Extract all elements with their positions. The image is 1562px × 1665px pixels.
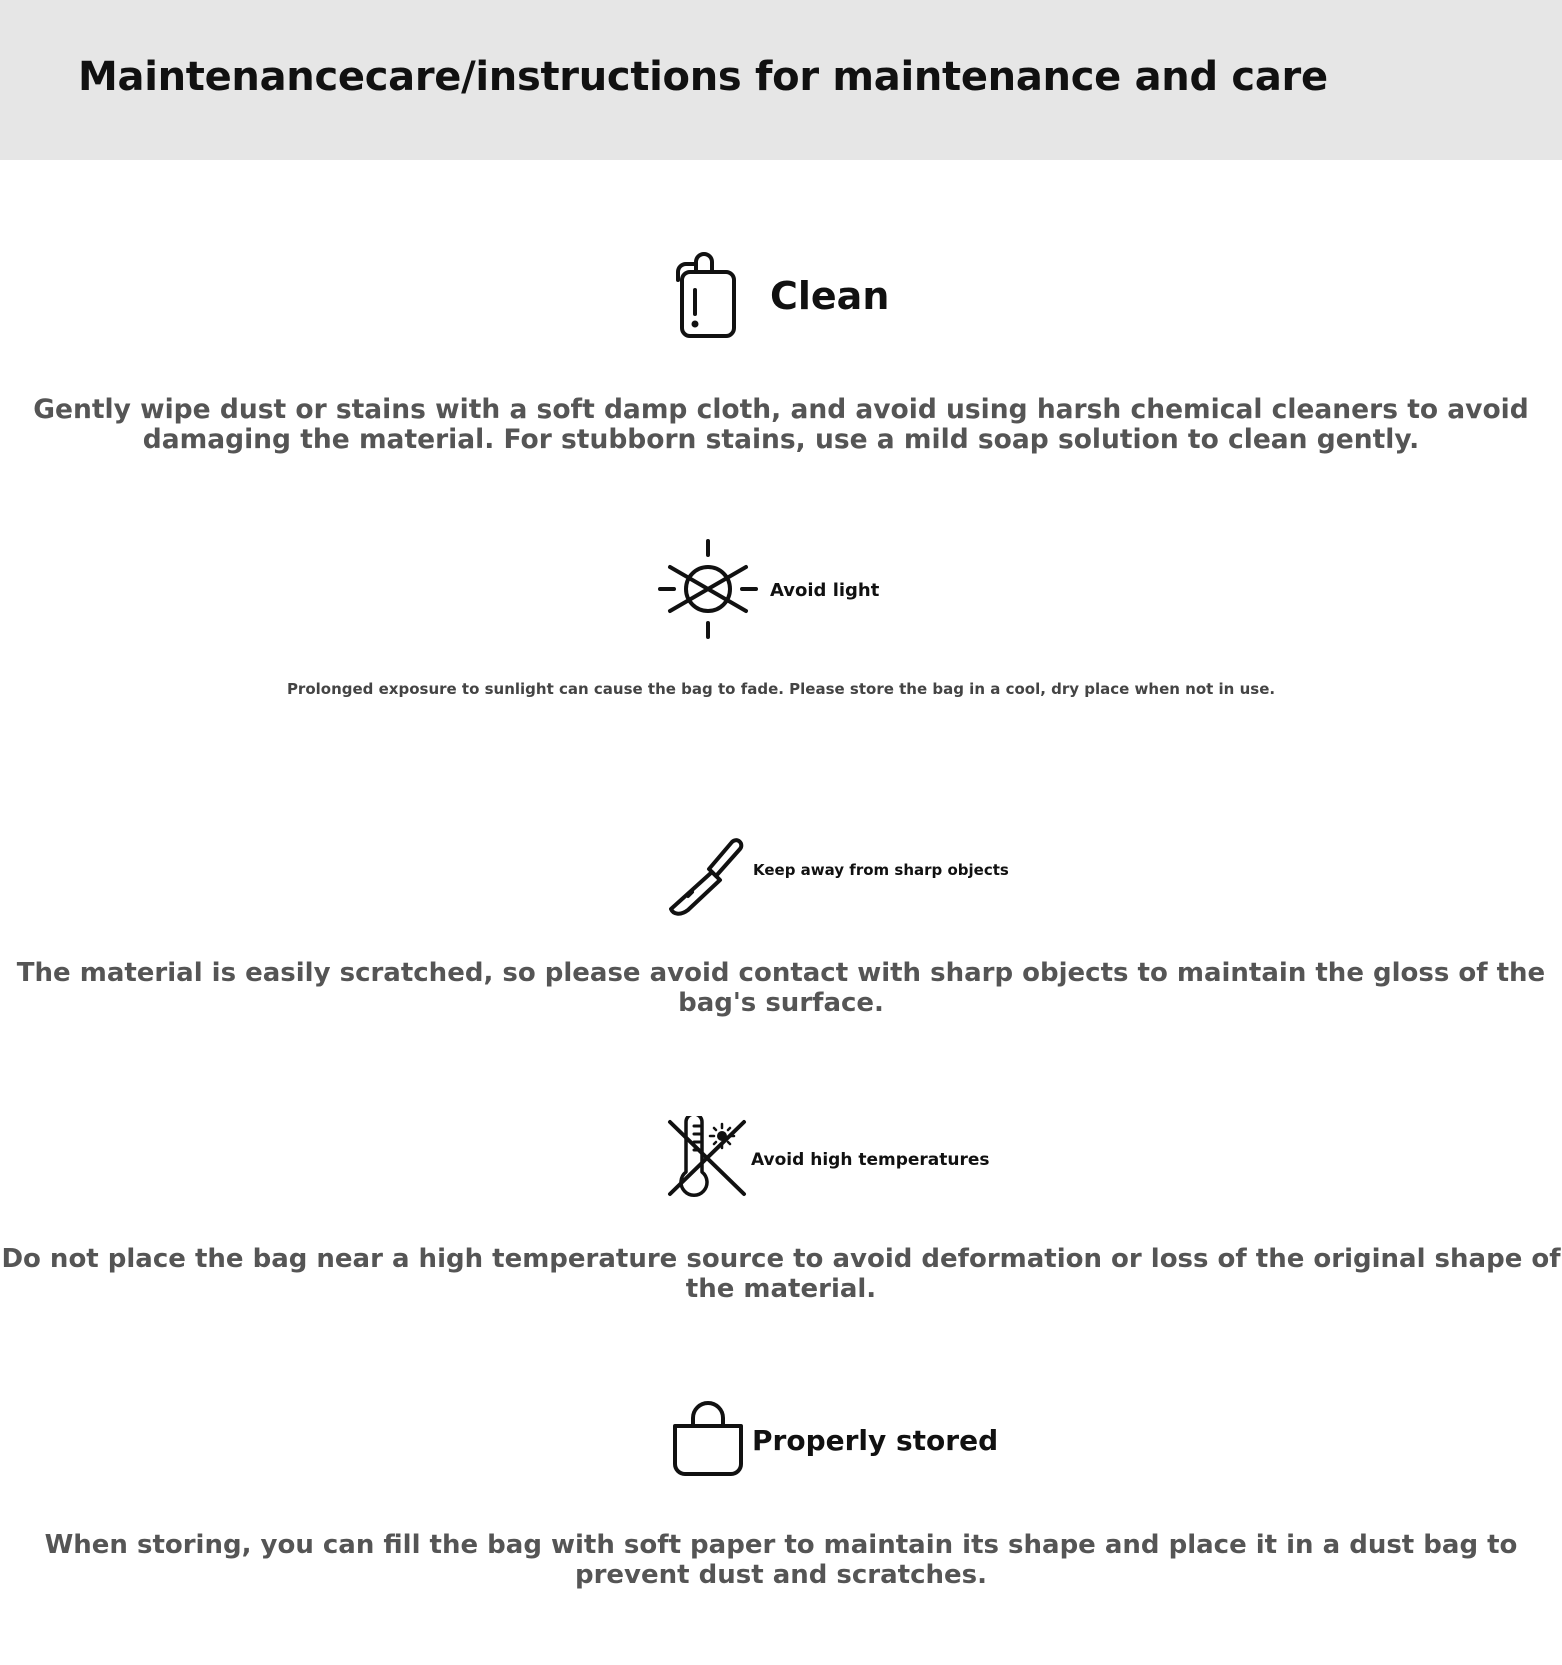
section-label-avoid-light: Avoid light	[770, 580, 880, 601]
page-title: Maintenancecare/instructions for maintenance and care	[78, 54, 1328, 100]
section-text-high-temperatures: Do not place the bag near a high temperature source to avoid deformation or loss of the original shape of the material.	[1, 1244, 1561, 1304]
header-banner	[0, 0, 1562, 160]
knife-icon	[668, 836, 750, 918]
no-sunlight-icon	[656, 537, 760, 641]
section-label-clean: Clean	[770, 274, 890, 318]
handbag-icon	[671, 1400, 745, 1478]
section-text-avoid-light: Prolonged exposure to sunlight can cause the bag to fade. Please store the bag in a cool, dry place when not in use.	[286, 680, 1276, 698]
section-text-properly-stored: When storing, you can fill the bag with soft paper to maintain its shape and place it in a dust bag to prevent dust and scratches.	[44, 1530, 1518, 1590]
section-label-sharp-objects: Keep away from sharp objects	[753, 861, 1009, 879]
cleaning-bottle-icon	[672, 252, 744, 340]
section-text-sharp-objects: The material is easily scratched, so please avoid contact with sharp objects to maintain the gloss of the bag's surface.	[16, 958, 1546, 1018]
section-label-high-temperatures: Avoid high temperatures	[751, 1150, 990, 1170]
section-text-clean: Gently wipe dust or stains with a soft damp cloth, and avoid using harsh chemical cleaners to avoid damaging the material. For stubborn stains, use a mild soap solution to clean gently.	[33, 394, 1529, 455]
no-high-temperature-icon	[666, 1116, 750, 1200]
section-label-properly-stored: Properly stored	[752, 1424, 999, 1457]
